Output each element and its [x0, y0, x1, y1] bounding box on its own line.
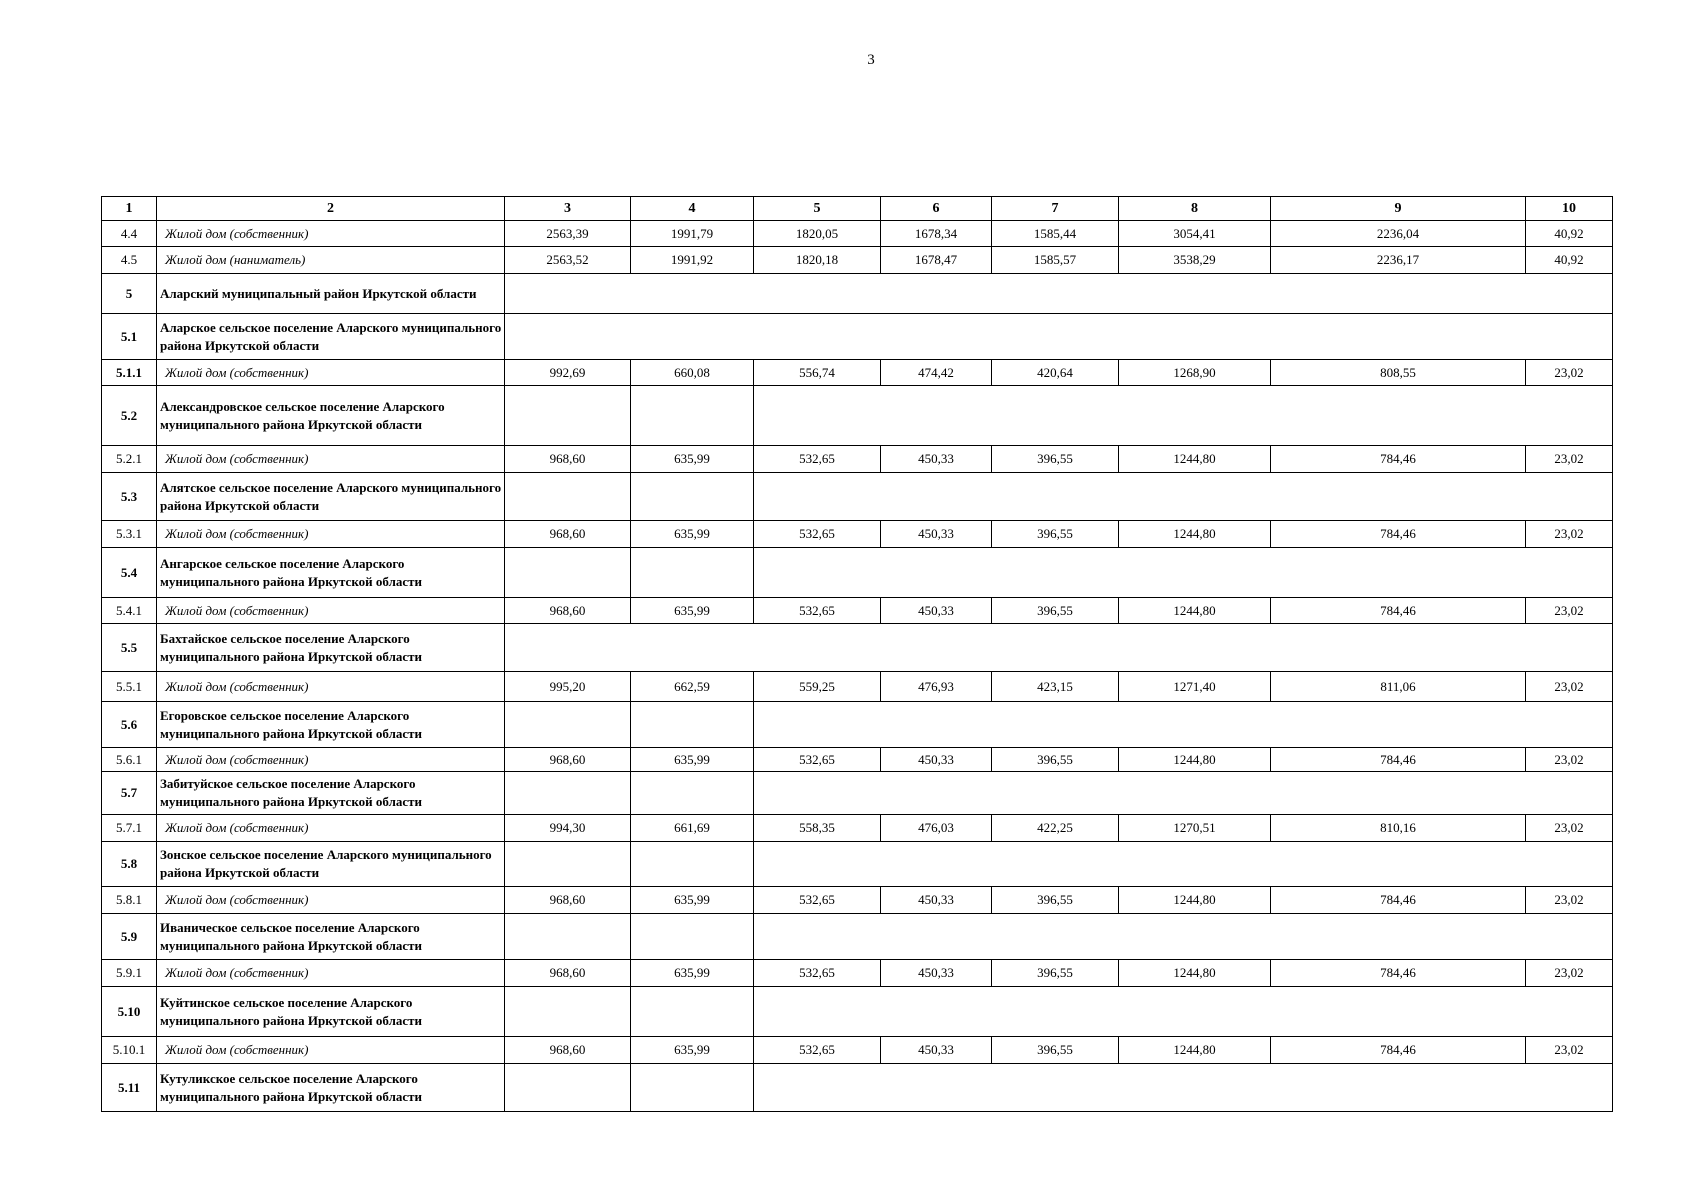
- section-title: Кутуликское сельское поселение Аларского муниципального района Иркутской области: [157, 1064, 505, 1112]
- value-cell: 1244,80: [1119, 598, 1271, 624]
- row-code: 5.5: [102, 624, 157, 672]
- value-cell: 662,59: [631, 672, 754, 702]
- empty-cell: [631, 473, 754, 521]
- row-code: 5.4.1: [102, 598, 157, 624]
- section-title: Аларский муниципальный район Иркутской области: [157, 274, 505, 314]
- value-cell: 558,35: [754, 815, 881, 842]
- row-name: Жилой дом (собственник): [157, 1037, 505, 1064]
- table-row: [102, 887, 1613, 914]
- table-row: [102, 247, 1613, 274]
- table-row: [102, 446, 1613, 473]
- value-cell: 23,02: [1526, 360, 1613, 386]
- empty-cell: [754, 386, 1613, 446]
- value-cell: 3054,41: [1119, 221, 1271, 247]
- value-cell: 1991,92: [631, 247, 754, 274]
- value-cell: 1820,05: [754, 221, 881, 247]
- row-code: 5.2: [102, 386, 157, 446]
- value-cell: 784,46: [1271, 960, 1526, 987]
- row-name: Жилой дом (собственник): [157, 598, 505, 624]
- value-cell: 635,99: [631, 446, 754, 473]
- value-cell: 476,03: [881, 815, 992, 842]
- section-title: Куйтинское сельское поселение Аларского муниципального района Иркутской области: [157, 987, 505, 1037]
- empty-cell: [505, 274, 1613, 314]
- value-cell: 784,46: [1271, 887, 1526, 914]
- empty-cell: [505, 314, 1613, 360]
- row-code: 5.8.1: [102, 887, 157, 914]
- value-cell: 450,33: [881, 521, 992, 548]
- empty-cell: [505, 842, 631, 887]
- value-cell: 2236,17: [1271, 247, 1526, 274]
- empty-cell: [631, 842, 754, 887]
- section-row: [102, 914, 1613, 960]
- section-title: Иваническое сельское поселение Аларского муниципального района Иркутской области: [157, 914, 505, 960]
- section-row: [102, 1064, 1613, 1112]
- empty-cell: [505, 702, 631, 748]
- value-cell: 1270,51: [1119, 815, 1271, 842]
- row-name: Жилой дом (собственник): [157, 815, 505, 842]
- value-cell: 968,60: [505, 598, 631, 624]
- table-row: [102, 960, 1613, 987]
- value-cell: 1244,80: [1119, 521, 1271, 548]
- header-cell: 1: [102, 197, 157, 221]
- row-code: 5.6: [102, 702, 157, 748]
- section-row: [102, 702, 1613, 748]
- value-cell: 784,46: [1271, 1037, 1526, 1064]
- table-row: [102, 672, 1613, 702]
- value-cell: 450,33: [881, 748, 992, 772]
- value-cell: 23,02: [1526, 446, 1613, 473]
- row-name: Жилой дом (наниматель): [157, 247, 505, 274]
- row-code: 5.3.1: [102, 521, 157, 548]
- section-row: [102, 842, 1613, 887]
- table-row: [102, 815, 1613, 842]
- value-cell: 396,55: [992, 960, 1119, 987]
- value-cell: 994,30: [505, 815, 631, 842]
- section-title: Егоровское сельское поселение Аларского муниципального района Иркутской области: [157, 702, 505, 748]
- table-row: [102, 598, 1613, 624]
- row-name: Жилой дом (собственник): [157, 748, 505, 772]
- value-cell: 556,74: [754, 360, 881, 386]
- section-title: Забитуйское сельское поселение Аларского муниципального района Иркутской области: [157, 772, 505, 815]
- page-number: 3: [867, 52, 875, 68]
- value-cell: 968,60: [505, 1037, 631, 1064]
- tariff-table: [101, 196, 1613, 1112]
- value-cell: 784,46: [1271, 598, 1526, 624]
- row-code: 5.5.1: [102, 672, 157, 702]
- row-code: 5.2.1: [102, 446, 157, 473]
- value-cell: 1678,34: [881, 221, 992, 247]
- value-cell: 968,60: [505, 748, 631, 772]
- section-row: [102, 548, 1613, 598]
- value-cell: 474,42: [881, 360, 992, 386]
- row-code: 5.10: [102, 987, 157, 1037]
- empty-cell: [754, 548, 1613, 598]
- empty-cell: [631, 386, 754, 446]
- value-cell: 23,02: [1526, 521, 1613, 548]
- section-title: Аларское сельское поселение Аларского муниципального района Иркутской области: [157, 314, 505, 360]
- empty-cell: [505, 473, 631, 521]
- row-code: 5.3: [102, 473, 157, 521]
- value-cell: 1678,47: [881, 247, 992, 274]
- row-code: 5.1.1: [102, 360, 157, 386]
- empty-cell: [505, 624, 1613, 672]
- value-cell: 532,65: [754, 1037, 881, 1064]
- value-cell: 532,65: [754, 887, 881, 914]
- value-cell: 23,02: [1526, 960, 1613, 987]
- value-cell: 396,55: [992, 446, 1119, 473]
- section-row: [102, 473, 1613, 521]
- value-cell: 40,92: [1526, 221, 1613, 247]
- section-row: [102, 987, 1613, 1037]
- value-cell: 532,65: [754, 598, 881, 624]
- value-cell: 40,92: [1526, 247, 1613, 274]
- empty-cell: [505, 1064, 631, 1112]
- row-name: Жилой дом (собственник): [157, 887, 505, 914]
- table-row: [102, 221, 1613, 247]
- value-cell: 396,55: [992, 1037, 1119, 1064]
- value-cell: 532,65: [754, 446, 881, 473]
- table-row: [102, 748, 1613, 772]
- row-name: Жилой дом (собственник): [157, 221, 505, 247]
- value-cell: 1244,80: [1119, 748, 1271, 772]
- row-name: Жилой дом (собственник): [157, 446, 505, 473]
- row-name: Жилой дом (собственник): [157, 521, 505, 548]
- section-row: [102, 772, 1613, 815]
- value-cell: 2563,52: [505, 247, 631, 274]
- section-title: Бахтайское сельское поселение Аларского муниципального района Иркутской области: [157, 624, 505, 672]
- value-cell: 661,69: [631, 815, 754, 842]
- value-cell: 1244,80: [1119, 887, 1271, 914]
- value-cell: 968,60: [505, 887, 631, 914]
- row-code: 4.5: [102, 247, 157, 274]
- row-code: 5.7: [102, 772, 157, 815]
- value-cell: 992,69: [505, 360, 631, 386]
- empty-cell: [754, 842, 1613, 887]
- value-cell: 422,25: [992, 815, 1119, 842]
- header-cell: 3: [505, 197, 631, 221]
- row-code: 5.9.1: [102, 960, 157, 987]
- value-cell: 532,65: [754, 960, 881, 987]
- value-cell: 2236,04: [1271, 221, 1526, 247]
- value-cell: 784,46: [1271, 446, 1526, 473]
- value-cell: 2563,39: [505, 221, 631, 247]
- row-name: Жилой дом (собственник): [157, 960, 505, 987]
- empty-cell: [631, 914, 754, 960]
- empty-cell: [754, 987, 1613, 1037]
- row-name: Жилой дом (собственник): [157, 672, 505, 702]
- value-cell: 532,65: [754, 748, 881, 772]
- header-cell: 4: [631, 197, 754, 221]
- value-cell: 635,99: [631, 521, 754, 548]
- row-code: 5.1: [102, 314, 157, 360]
- section-row: [102, 386, 1613, 446]
- value-cell: 23,02: [1526, 887, 1613, 914]
- empty-cell: [505, 914, 631, 960]
- empty-cell: [754, 772, 1613, 815]
- value-cell: 1585,44: [992, 221, 1119, 247]
- row-code: 5.6.1: [102, 748, 157, 772]
- value-cell: 1244,80: [1119, 446, 1271, 473]
- header-cell: 9: [1271, 197, 1526, 221]
- empty-cell: [631, 702, 754, 748]
- empty-cell: [754, 1064, 1613, 1112]
- value-cell: 450,33: [881, 960, 992, 987]
- header-cell: 10: [1526, 197, 1613, 221]
- value-cell: 23,02: [1526, 748, 1613, 772]
- value-cell: 635,99: [631, 598, 754, 624]
- value-cell: 450,33: [881, 887, 992, 914]
- value-cell: 423,15: [992, 672, 1119, 702]
- value-cell: 635,99: [631, 960, 754, 987]
- value-cell: 396,55: [992, 521, 1119, 548]
- header-cell: 2: [157, 197, 505, 221]
- value-cell: 1244,80: [1119, 960, 1271, 987]
- value-cell: 808,55: [1271, 360, 1526, 386]
- value-cell: 23,02: [1526, 672, 1613, 702]
- row-code: 5.7.1: [102, 815, 157, 842]
- value-cell: 784,46: [1271, 748, 1526, 772]
- header-row: [102, 197, 1613, 221]
- value-cell: 968,60: [505, 960, 631, 987]
- empty-cell: [754, 473, 1613, 521]
- empty-cell: [631, 1064, 754, 1112]
- empty-cell: [631, 548, 754, 598]
- value-cell: 1585,57: [992, 247, 1119, 274]
- value-cell: 968,60: [505, 521, 631, 548]
- row-code: 5.8: [102, 842, 157, 887]
- value-cell: 810,16: [1271, 815, 1526, 842]
- row-code: 5: [102, 274, 157, 314]
- value-cell: 1991,79: [631, 221, 754, 247]
- row-code: 4.4: [102, 221, 157, 247]
- section-title: Ангарское сельское поселение Аларского муниципального района Иркутской области: [157, 548, 505, 598]
- value-cell: 532,65: [754, 521, 881, 548]
- value-cell: 450,33: [881, 598, 992, 624]
- value-cell: 396,55: [992, 887, 1119, 914]
- section-row: [102, 314, 1613, 360]
- value-cell: 1268,90: [1119, 360, 1271, 386]
- value-cell: 420,64: [992, 360, 1119, 386]
- value-cell: 995,20: [505, 672, 631, 702]
- table-row: [102, 1037, 1613, 1064]
- value-cell: 23,02: [1526, 598, 1613, 624]
- empty-cell: [631, 987, 754, 1037]
- section-title: Зонское сельское поселение Аларского муниципального района Иркутской области: [157, 842, 505, 887]
- row-code: 5.11: [102, 1064, 157, 1112]
- value-cell: 1271,40: [1119, 672, 1271, 702]
- empty-cell: [754, 914, 1613, 960]
- value-cell: 559,25: [754, 672, 881, 702]
- value-cell: 635,99: [631, 1037, 754, 1064]
- row-name: Жилой дом (собственник): [157, 360, 505, 386]
- header-cell: 5: [754, 197, 881, 221]
- section-title: Александровское сельское поселение Аларского муниципального района Иркутской области: [157, 386, 505, 446]
- header-cell: 6: [881, 197, 992, 221]
- empty-cell: [631, 772, 754, 815]
- section-title: Алятское сельское поселение Аларского муниципального района Иркутской области: [157, 473, 505, 521]
- value-cell: 784,46: [1271, 521, 1526, 548]
- row-code: 5.4: [102, 548, 157, 598]
- header-cell: 7: [992, 197, 1119, 221]
- value-cell: 635,99: [631, 748, 754, 772]
- empty-cell: [505, 772, 631, 815]
- empty-cell: [505, 987, 631, 1037]
- value-cell: 968,60: [505, 446, 631, 473]
- table-row: [102, 521, 1613, 548]
- empty-cell: [754, 702, 1613, 748]
- value-cell: 635,99: [631, 887, 754, 914]
- value-cell: 23,02: [1526, 1037, 1613, 1064]
- header-cell: 8: [1119, 197, 1271, 221]
- row-code: 5.10.1: [102, 1037, 157, 1064]
- section-row: [102, 624, 1613, 672]
- value-cell: 450,33: [881, 446, 992, 473]
- table-row: [102, 360, 1613, 386]
- value-cell: 450,33: [881, 1037, 992, 1064]
- value-cell: 3538,29: [1119, 247, 1271, 274]
- value-cell: 476,93: [881, 672, 992, 702]
- value-cell: 660,08: [631, 360, 754, 386]
- value-cell: 396,55: [992, 748, 1119, 772]
- empty-cell: [505, 548, 631, 598]
- row-code: 5.9: [102, 914, 157, 960]
- value-cell: 23,02: [1526, 815, 1613, 842]
- section-row: [102, 274, 1613, 314]
- value-cell: 1820,18: [754, 247, 881, 274]
- value-cell: 396,55: [992, 598, 1119, 624]
- value-cell: 1244,80: [1119, 1037, 1271, 1064]
- empty-cell: [505, 386, 631, 446]
- value-cell: 811,06: [1271, 672, 1526, 702]
